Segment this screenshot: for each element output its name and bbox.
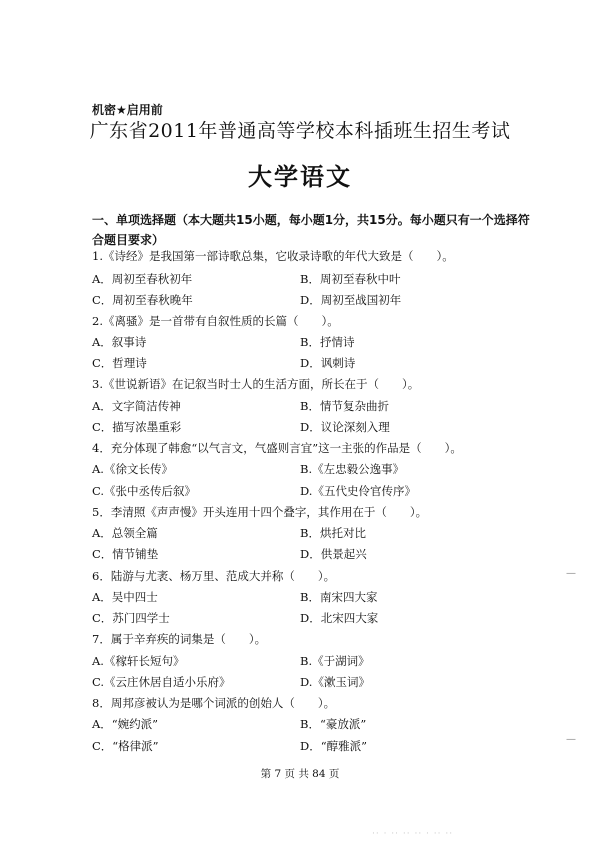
confidential-label: 机密★启用前 [92, 103, 163, 117]
question-7-stem: 7．属于辛弃疾的词集是（ ）。 [92, 632, 267, 646]
question-1-option-c: C．周初至春秋晚年 [92, 293, 193, 307]
question-3-option-b: B．情节复杂曲折 [300, 399, 389, 413]
question-4-option-d: D.《五代史伶官传序》 [300, 484, 416, 498]
question-4-option-b: B.《左忠毅公逸事》 [300, 462, 405, 476]
question-8-stem: 8．周邦彦被认为是哪个词派的创始人（ ）。 [92, 696, 336, 710]
question-1-option-d: D．周初至战国初年 [300, 293, 402, 307]
question-2-option-c: C．哲理诗 [92, 356, 147, 370]
question-4-option-a: A.《徐文长传》 [92, 462, 173, 476]
question-6-option-c: C．苏门四学士 [92, 611, 170, 625]
exam-title: 广东省2011年普通高等学校本科插班生招生考试 [89, 120, 511, 142]
question-5-option-c: C．情节铺垫 [92, 547, 159, 561]
question-6-option-d: D．北宋四大家 [300, 611, 379, 625]
question-4-option-c: C.《张中丞传后叙》 [92, 484, 197, 498]
question-6-option-a: A．吴中四士 [92, 590, 158, 604]
question-1-option-b: B．周初至春秋中叶 [300, 272, 401, 286]
question-4-stem: 4．充分体现了韩愈“以气言文，气盛则言宜”这一主张的作品是（ ）。 [92, 441, 462, 455]
question-5-option-b: B．烘托对比 [300, 526, 366, 540]
question-2-stem: 2.《离骚》是一首带有自叙性质的长篇（ ）。 [92, 314, 339, 328]
question-5-option-d: D．供景起兴 [300, 547, 367, 561]
question-7-option-a: A.《稼轩长短句》 [92, 654, 185, 668]
question-2-option-a: A．叙事诗 [92, 335, 147, 349]
question-3-stem: 3.《世说新语》在记叙当时士人的生活方面，所长在于（ ）。 [92, 377, 420, 391]
question-7-option-c: C.《云庄休居自适小乐府》 [92, 675, 231, 689]
question-3-option-d: D．议论深刻入理 [300, 420, 390, 434]
margin-mark: — [566, 734, 576, 745]
question-2-option-b: B．抒情诗 [300, 335, 355, 349]
question-5-option-a: A．总领全篇 [92, 526, 158, 540]
question-3-option-a: A．文字简洁传神 [92, 399, 181, 413]
question-3-option-c: C．描写浓墨重彩 [92, 420, 182, 434]
question-8-option-a: A．“婉约派” [92, 717, 159, 731]
section-heading: 一、单项选择题（本大题共15小题，每小题1分，共15分。每小题只有一个选择符合题目要求） [92, 213, 530, 247]
question-5-stem: 5．李清照《声声慢》开头连用十四个叠字，其作用在于（ ）。 [92, 505, 428, 519]
margin-mark: — [566, 568, 576, 579]
question-6-stem: 6．陆游与尤袤、杨万里、范成大并称（ ）。 [92, 569, 336, 583]
question-8-option-b: B．“豪放派” [300, 717, 367, 731]
question-1-stem: 1.《诗经》是我国第一部诗歌总集，它收录诗歌的年代大致是（ ）。 [92, 249, 454, 263]
question-2-option-d: D．讽刺诗 [300, 356, 356, 370]
question-8-option-d: D．“醇雅派” [300, 739, 367, 753]
question-7-option-d: D.《漱玉词》 [300, 675, 370, 689]
faint-watermark: ·· · ·· ·· ·· · ·· ·· [372, 829, 454, 839]
question-6-option-b: B．南宋四大家 [300, 590, 378, 604]
question-7-option-b: B.《于湖词》 [300, 654, 370, 668]
question-1-option-a: A．周初至春秋初年 [92, 272, 193, 286]
page-number: 第 7 页 共 84 页 [260, 768, 340, 780]
question-8-option-c: C．“格律派” [92, 739, 159, 753]
subject-title: 大学语文 [248, 163, 352, 191]
